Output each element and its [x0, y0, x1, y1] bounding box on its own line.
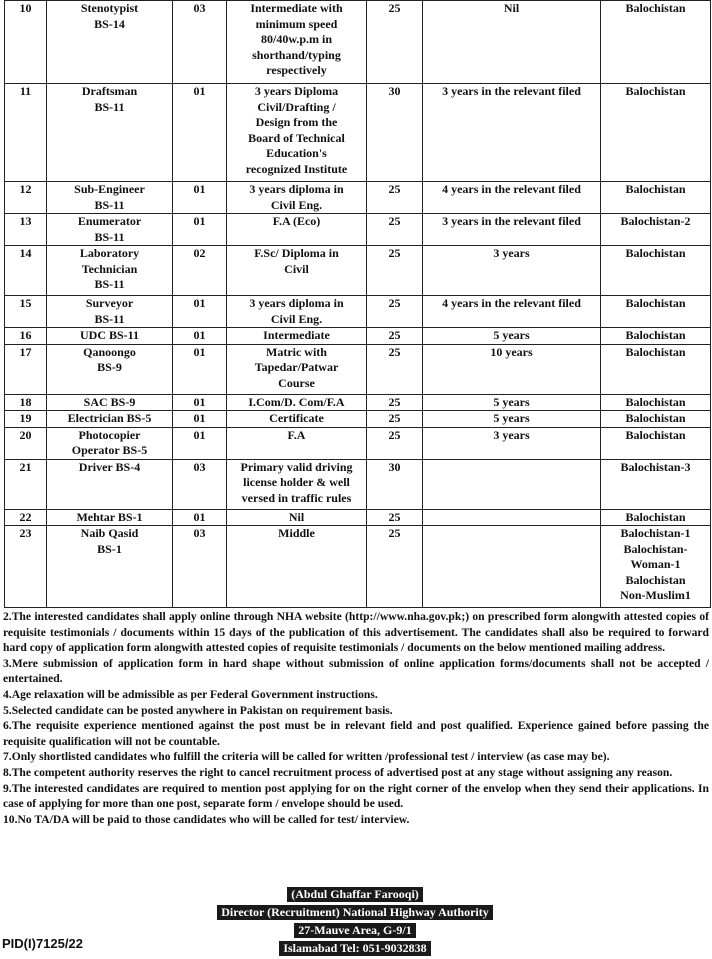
qualification-cell: 3 years diploma in Civil Eng. — [227, 296, 367, 328]
post-name-cell: Stenotypist BS-14 — [47, 1, 173, 84]
qualification-cell: Intermediate with minimum speed 80/40w.p.m in shorthand/typing respectively — [227, 1, 367, 84]
experience-cell: 4 years in the relevant filed — [423, 182, 601, 214]
posts-count-cell: 03 — [173, 526, 227, 608]
city-telephone: Islamabad Tel: 051-9032838 — [279, 941, 430, 956]
age-limit-cell: 30 — [367, 459, 423, 509]
domicile-cell: Balochistan — [601, 328, 711, 345]
domicile-cell: Balochistan — [601, 84, 711, 182]
domicile-cell: Balochistan — [601, 182, 711, 214]
posts-count-cell: 01 — [173, 182, 227, 214]
instruction-item: 3.Mere submission of application form in hard shape without submission of online application forms/documents shall not be accepted / entertained. — [3, 656, 709, 686]
posts-count-cell: 01 — [173, 394, 227, 411]
qualification-cell: F.Sc/ Diploma in Civil — [227, 246, 367, 296]
row-number-cell: 20 — [5, 427, 47, 459]
age-limit-cell: 25 — [367, 411, 423, 428]
domicile-cell: Balochistan-2 — [601, 214, 711, 246]
experience-cell: 4 years in the relevant filed — [423, 296, 601, 328]
table-row — [5, 394, 711, 411]
instruction-item: 7.Only shortlisted candidates who fulfill the criteria will be called for written /professional test / interview (as case may be). — [3, 750, 610, 764]
table-row — [5, 1, 711, 84]
post-name-cell: Naib Qasid BS-1 — [47, 526, 173, 608]
age-limit-cell: 25 — [367, 296, 423, 328]
table-row — [5, 344, 711, 394]
row-number-cell: 16 — [5, 328, 47, 345]
row-number-cell: 14 — [5, 246, 47, 296]
signature-block — [190, 887, 520, 959]
post-name-cell: Photocopier Operator BS-5 — [47, 427, 173, 459]
row-number-cell: 19 — [5, 411, 47, 428]
age-limit-cell: 25 — [367, 526, 423, 608]
domicile-cell: Balochistan — [601, 509, 711, 526]
post-name-cell: Surveyor BS-11 — [47, 296, 173, 328]
qualification-cell: 3 years Diploma Civil/Drafting / Design from the Board of Technical Education's recognized Institute — [227, 84, 367, 182]
posts-count-cell: 01 — [173, 296, 227, 328]
instruction-item: 10.No TA/DA will be paid to those candidates who will be called for test/ interview. — [3, 812, 410, 826]
posts-count-cell: 01 — [173, 344, 227, 394]
domicile-cell: Balochistan — [601, 427, 711, 459]
signatory-designation: Director (Recruitment) National Highway Authority — [217, 905, 493, 920]
age-limit-cell: 25 — [367, 509, 423, 526]
experience-cell: 3 years in the relevant filed — [423, 84, 601, 182]
domicile-cell: Balochistan — [601, 246, 711, 296]
age-limit-cell: 25 — [367, 344, 423, 394]
table-row — [5, 411, 711, 428]
posts-count-cell: 01 — [173, 411, 227, 428]
row-number-cell: 21 — [5, 459, 47, 509]
row-number-cell: 12 — [5, 182, 47, 214]
row-number-cell: 22 — [5, 509, 47, 526]
experience-cell: 5 years — [423, 328, 601, 345]
table-row — [5, 296, 711, 328]
domicile-cell: Balochistan-1 Balochistan- Woman-1 Balochistan Non-Muslim1 — [601, 526, 711, 608]
instructions-list — [3, 609, 709, 827]
experience-cell: Nil — [423, 1, 601, 84]
age-limit-cell: 25 — [367, 214, 423, 246]
row-number-cell: 23 — [5, 526, 47, 608]
experience-cell: 3 years — [423, 246, 601, 296]
instruction-item: 6.The requisite experience mentioned against the post must be in relevant field and post qualified. Experience gained before passing the requisite qualification will not be countable. — [3, 719, 709, 748]
post-name-cell: Sub-Engineer BS-11 — [47, 182, 173, 214]
qualification-cell: Intermediate — [227, 328, 367, 345]
instruction-item: 8.The competent authority reserves the right to cancel recruitment process of advertised post at any stage without assigning any reason. — [3, 765, 673, 779]
table-row — [5, 182, 711, 214]
mailing-address: 27-Mauve Area, G-9/1 — [294, 923, 415, 938]
qualification-cell: F.A — [227, 427, 367, 459]
posts-count-cell: 01 — [173, 328, 227, 345]
post-name-cell: Driver BS-4 — [47, 459, 173, 509]
instruction-item: 5.Selected candidate can be posted anywhere in Pakistan on requirement basis. — [3, 703, 393, 717]
row-number-cell: 10 — [5, 1, 47, 84]
qualification-cell: Middle — [227, 526, 367, 608]
posts-count-cell: 03 — [173, 459, 227, 509]
qualification-cell: Matric with Tapedar/Patwar Course — [227, 344, 367, 394]
pid-number: PID(I)7125/22 — [2, 936, 83, 951]
qualification-cell: Nil — [227, 509, 367, 526]
table-row — [5, 526, 711, 608]
domicile-cell: Balochistan — [601, 411, 711, 428]
post-name-cell: Draftsman BS-11 — [47, 84, 173, 182]
row-number-cell: 15 — [5, 296, 47, 328]
post-name-cell: Mehtar BS-1 — [47, 509, 173, 526]
row-number-cell: 13 — [5, 214, 47, 246]
domicile-cell: Balochistan — [601, 394, 711, 411]
posts-count-cell: 03 — [173, 1, 227, 84]
age-limit-cell: 25 — [367, 394, 423, 411]
qualification-cell: 3 years diploma in Civil Eng. — [227, 182, 367, 214]
table-row — [5, 427, 711, 459]
post-name-cell: UDC BS-11 — [47, 328, 173, 345]
experience-cell: 3 years in the relevant filed — [423, 214, 601, 246]
posts-count-cell: 01 — [173, 427, 227, 459]
posts-count-cell: 01 — [173, 84, 227, 182]
instruction-item: 2.The interested candidates shall apply online through NHA website (http://www.nha.gov.pk;) on prescribed form alongwith attested copies of requisite testimonials / documents within 15 days of the publication of this advertisement. The candidates shall also be required to forward hard copy of application form alongwith attested copies of requisite testimonials / documents on the below mentioned mailing address. — [3, 610, 709, 655]
qualification-cell: Primary valid driving license holder & well versed in traffic rules — [227, 459, 367, 509]
post-name-cell: Electrician BS-5 — [47, 411, 173, 428]
qualification-cell: I.Com/D. Com/F.A — [227, 394, 367, 411]
instruction-item: 9.The interested candidates are required to mention post applying for on the right corner of the envelop when they send their applications. In case of applying for more than one post, separate form / envelope should be used. — [3, 781, 709, 811]
experience-cell: 3 years — [423, 427, 601, 459]
domicile-cell: Balochistan — [601, 344, 711, 394]
experience-cell: 10 years — [423, 344, 601, 394]
table-row — [5, 214, 711, 246]
domicile-cell: Balochistan-3 — [601, 459, 711, 509]
table-row — [5, 84, 711, 182]
table-row — [5, 509, 711, 526]
row-number-cell: 11 — [5, 84, 47, 182]
age-limit-cell: 25 — [367, 1, 423, 84]
qualification-cell: Certificate — [227, 411, 367, 428]
age-limit-cell: 30 — [367, 84, 423, 182]
age-limit-cell: 25 — [367, 427, 423, 459]
posts-count-cell: 02 — [173, 246, 227, 296]
posts-count-cell: 01 — [173, 214, 227, 246]
experience-cell — [423, 526, 601, 608]
post-name-cell: SAC BS-9 — [47, 394, 173, 411]
signatory-name: (Abdul Ghaffar Farooqi) — [287, 887, 423, 902]
domicile-cell: Balochistan — [601, 1, 711, 84]
table-row — [5, 459, 711, 509]
age-limit-cell: 25 — [367, 246, 423, 296]
experience-cell — [423, 509, 601, 526]
row-number-cell: 18 — [5, 394, 47, 411]
experience-cell — [423, 459, 601, 509]
table-row — [5, 246, 711, 296]
post-name-cell: Enumerator BS-11 — [47, 214, 173, 246]
post-name-cell: Laboratory Technician BS-11 — [47, 246, 173, 296]
instruction-item: 4.Age relaxation will be admissible as per Federal Government instructions. — [3, 687, 378, 701]
vacancy-table — [4, 0, 711, 608]
row-number-cell: 17 — [5, 344, 47, 394]
age-limit-cell: 25 — [367, 182, 423, 214]
table-row — [5, 328, 711, 345]
qualification-cell: F.A (Eco) — [227, 214, 367, 246]
posts-count-cell: 01 — [173, 509, 227, 526]
experience-cell: 5 years — [423, 411, 601, 428]
age-limit-cell: 25 — [367, 328, 423, 345]
experience-cell: 5 years — [423, 394, 601, 411]
domicile-cell: Balochistan — [601, 296, 711, 328]
post-name-cell: Qanoongo BS-9 — [47, 344, 173, 394]
